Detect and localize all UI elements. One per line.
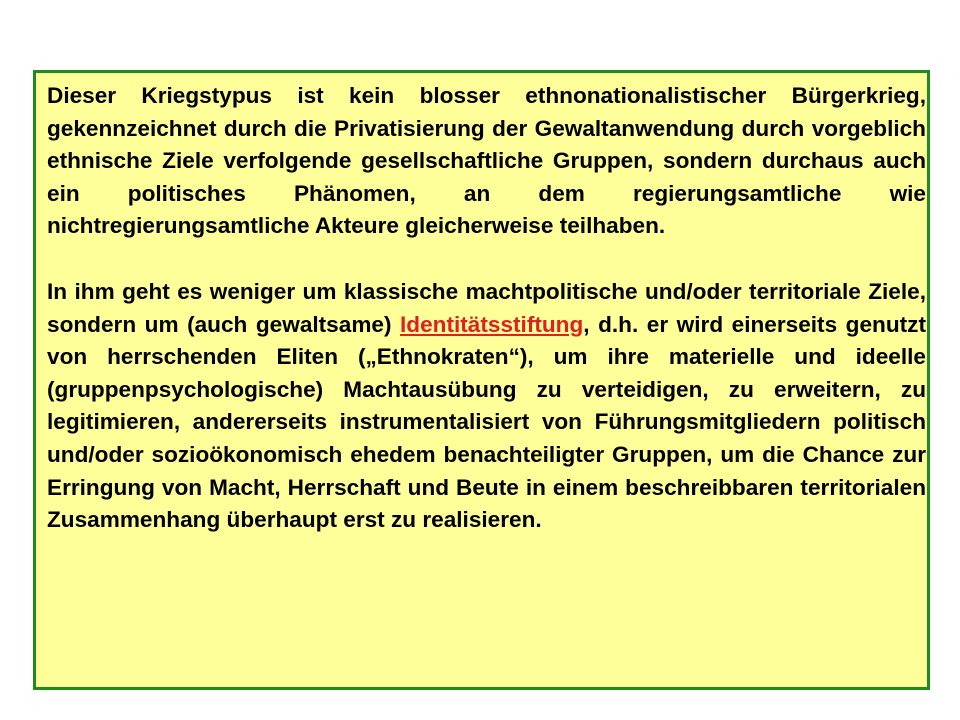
text-content bbox=[47, 80, 926, 537]
identitaetsstiftung-link[interactable]: Identitätsstiftung bbox=[400, 311, 584, 337]
paragraph-2-text-before-link: In ihm geht es weniger um klassische machtpolitische und/oder territoriale Ziele, sondern um (auch gewaltsame) bbox=[47, 278, 926, 337]
paragraph-2-text-after-link: , d.h. er wird einerseits genutzt von herrschenden Eliten („Ethnokraten“), um ihre materielle und ideelle (gruppenpsychologische) Machtausübung zu verteidigen, zu erweitern, zu legitimieren, andererseits instrumentalisiert von Führungsmitgliedern politisch und/oder sozioökonomisch ehedem benachteiligter Gruppen, um die Chance zur Erringung von Macht, Herrschaft und Beute in einem beschreibbaren territorialen Zusammenhang überhaupt erst zu realisieren. bbox=[47, 311, 926, 533]
text-box bbox=[33, 70, 930, 690]
paragraph-2 bbox=[47, 276, 926, 537]
paragraph-1: Dieser Kriegstypus ist kein blosser ethnonationalistischer Bürgerkrieg, gekennzeichnet durch die Privatisierung der Gewaltanwendung durch vorgeblich ethnische Ziele verfolgende gesellschaftliche Gruppen, sondern durchaus auch ein politisches Phänomen, an dem regierungsamtliche wie nichtregierungsamtliche Akteure gleicherweise teilhaben. bbox=[47, 83, 926, 239]
